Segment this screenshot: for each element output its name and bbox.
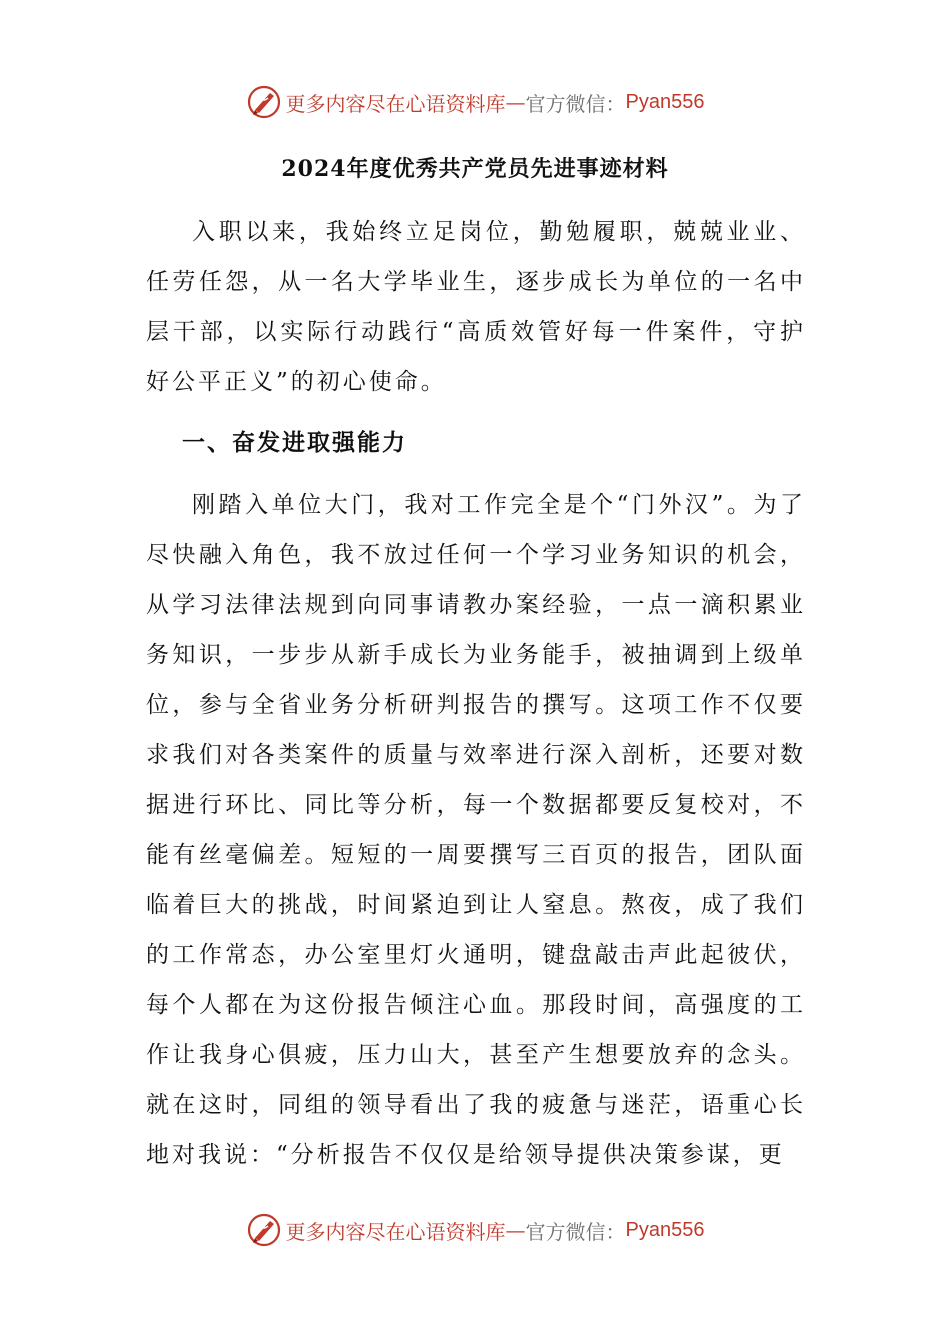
watermark-wechat-id: Pyan556: [625, 1218, 705, 1241]
paragraph-section-1: [146, 480, 806, 1180]
watermark-label: 官方微信：: [525, 1219, 626, 1244]
watermark-dash: —: [505, 1218, 526, 1242]
pen-logo-icon: [246, 84, 282, 120]
paragraph-text: 刚踏入单位大门，我对工作完全是个“门外汉”。为了尽快融入角色，我不放过任何一个学习业务知识的机会，从学习法律法规到向同事请教办案经验，一点一滴积累业务知识，一步步从新手成长为业务能手，被抽调到上级单位，参与全省业务分析研判报告的撰写。这项工作不仅要求我们对各类案件的质量与效率进行深入剖析，还要对数据进行环比、同比等分析，每一个数据都要反复校对，不能有丝毫偏差。短短的一周要撰写三百页的报告，团队面临着巨大的挑战，时间紧迫到让人窒息。熬夜，成了我们的工作常态，办公室里灯火通明，键盘敲击声此起彼伏，每个人都在为这份报告倾注心血。那段时间，高强度的工作让我身心俱疲，压力山大，甚至产生想要放弃的念头。就在这时，同组的领导看出了我的疲惫与迷茫，语重心长地对我说：“分析报告不仅仅是给领导提供决策参谋，更: [146, 492, 806, 1168]
watermark-text: 更多内容尽在心语资料库: [285, 1219, 506, 1244]
watermark-banner-top: [0, 82, 950, 122]
pen-logo-icon: [246, 1212, 282, 1248]
watermark-text: 更多内容尽在心语资料库: [285, 91, 506, 116]
document-title: 2024年度优秀共产党员先进事迹材料: [281, 156, 669, 182]
watermark-banner-bottom: [0, 1210, 950, 1250]
paragraph-text: 入职以来，我始终立足岗位，勤勉履职，兢兢业业、任劳任怨，从一名大学毕业生，逐步成长为单位的一名中层干部，以实际行动践行“高质效管好每一件案件，守护好公平正义”的初心使命。: [146, 219, 806, 395]
watermark-label: 官方微信：: [525, 91, 626, 116]
paragraph-intro: [146, 207, 806, 407]
section-heading: 一、奋发进取强能力: [182, 430, 407, 456]
watermark-dash: —: [505, 90, 526, 114]
watermark-wechat-id: Pyan556: [625, 90, 705, 113]
